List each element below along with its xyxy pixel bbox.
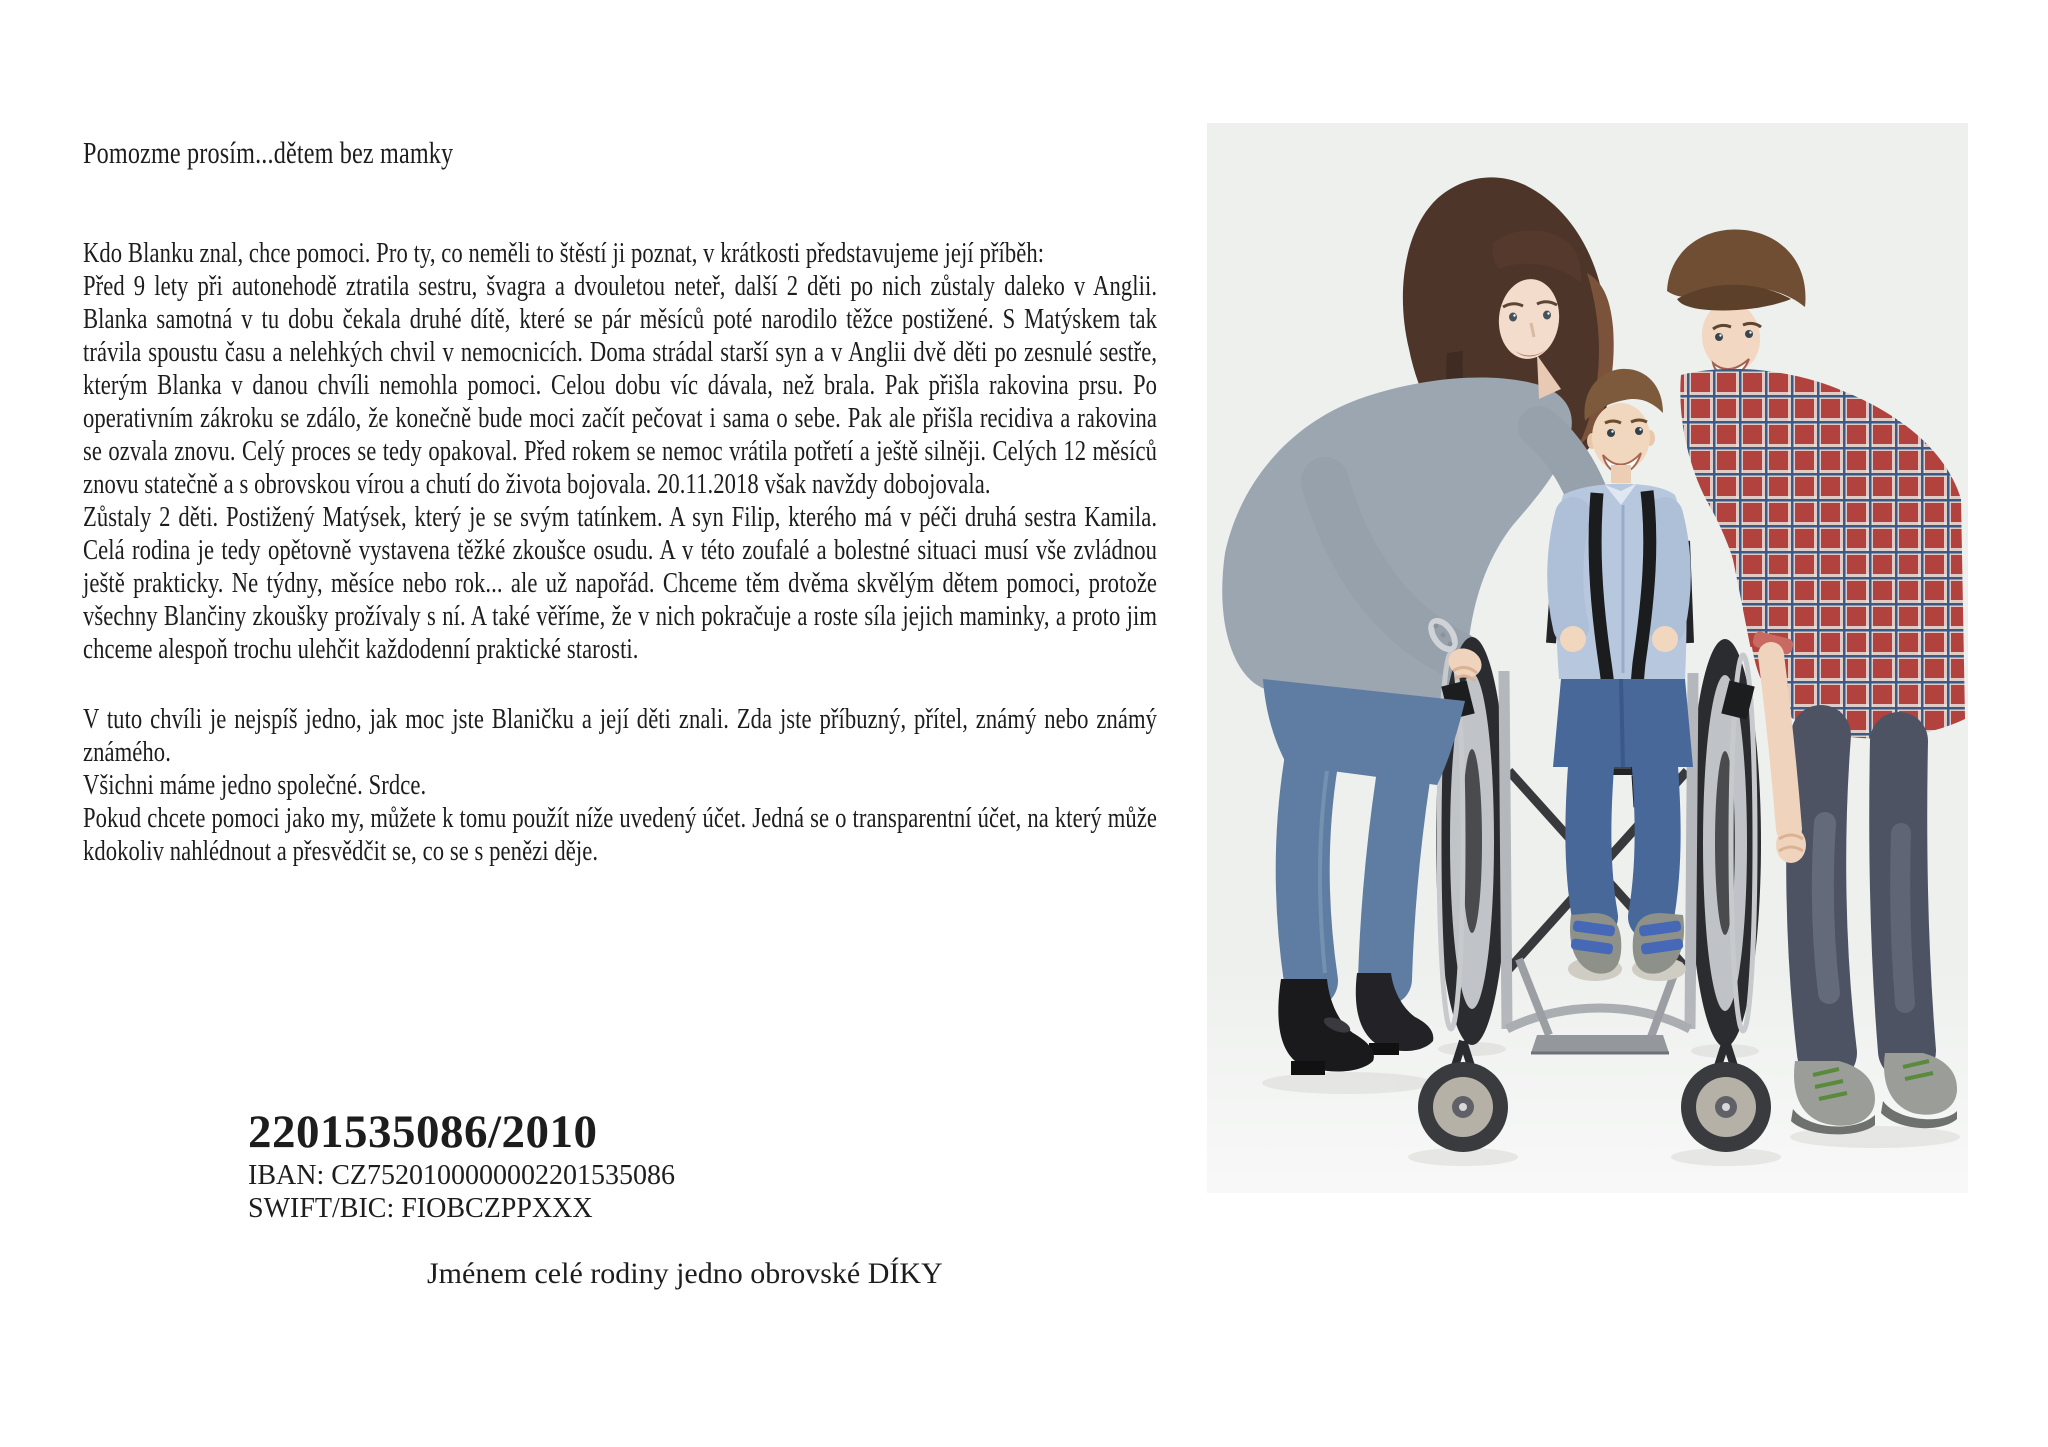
text-column — [83, 136, 1157, 868]
appeal-line-2: Všichni máme jedno společné. Srdce. — [83, 769, 427, 801]
story-history-line: Před 9 lety při autonehodě ztratila sestru, švagra a dvouletou neteř, další 2 děti po nich zůstaly daleko v Anglii. Blanka samotná v tu dobu čekala druhé dítě, které se pár měsíců poté narodilo těžce postižené. S Matýskem tak trávila spoustu času a nelehkých chvil v nemocnicích. Doma strádal starší syn a v Anglii dvě děti po zesnulé sestře, kterým Blanka v danou chvíli nemohla pomoci. Celou dobu víc dávala, než brala. Pak přišla rakovina prsu. Po operativním zákroku se zdálo, že konečně bude moci začít pečovat i sama o sebe. Pak ale přišla recidiva a rakovina se ozvala znovu. Celý proces se tedy opakoval. Před rokem se nemoc vrátila potřetí a ještě silněji. Celých 12 měsíců znovu statečně a s obrovskou vírou a chutí do života bojovala. 20.11.2018 však navždy dobojovala. — [83, 270, 1158, 500]
family-photo — [1207, 123, 1968, 1193]
appeal-line-3: Pokud chcete pomoci jako my, můžete k tomu použít níže uvedený účet. Jedná se o transparentní účet, na který může kdokoliv nahlédnout a přesvědčit se, co se s penězi děje. — [83, 802, 1158, 867]
wheelchair-footplate — [1531, 1035, 1669, 1053]
thanks-line: Jménem celé rodiny jedno obrovské DÍKY — [427, 1257, 943, 1290]
account-number: 2201535086/2010 — [248, 1106, 598, 1158]
appeal-line-1: V tuto chvíli je nejspíš jedno, jak moc jste Blaničku a její děti znali. Zda jste příbuzný, přítel, známý nebo známý známého. — [83, 703, 1158, 768]
family-photo-illustration — [1207, 123, 1968, 1193]
account-iban: IBAN: CZ7520100000002201535086 — [248, 1160, 675, 1191]
story-paragraph — [83, 237, 1157, 666]
account-swift: SWIFT/BIC: FIOBCZPPXXX — [248, 1193, 593, 1224]
story-children-line: Zůstaly 2 děti. Postižený Matýsek, který je se svým tatínkem. A syn Filip, kterého má v péči druhá sestra Kamila. Celá rodina je tedy opětovně vystavena těžké zkoušce osudu. A v této zoufalé a bolestné situaci musí vše zvládnou ještě prakticky. Ne týdny, měsíce nebo rok... ale už napořád. Chceme těm dvěma skvělým dětem pomoci, protože všechny Blančiny zkoušky prožívaly s ní. A také věříme, že v nich pokračuje a roste síla jejich maminky, a proto jim chceme alespoň trochu ulehčit každodenní praktické starosti. — [83, 501, 1158, 665]
story-intro-line: Kdo Blanku znal, chce pomoci. Pro ty, co neměli to štěstí ji poznat, v krátkosti představujeme její příběh: — [83, 237, 1045, 269]
appeal-paragraph — [83, 703, 1157, 868]
page-title: Pomozme prosím...dětem bez mamky — [83, 135, 454, 170]
account-section — [248, 1106, 675, 1224]
